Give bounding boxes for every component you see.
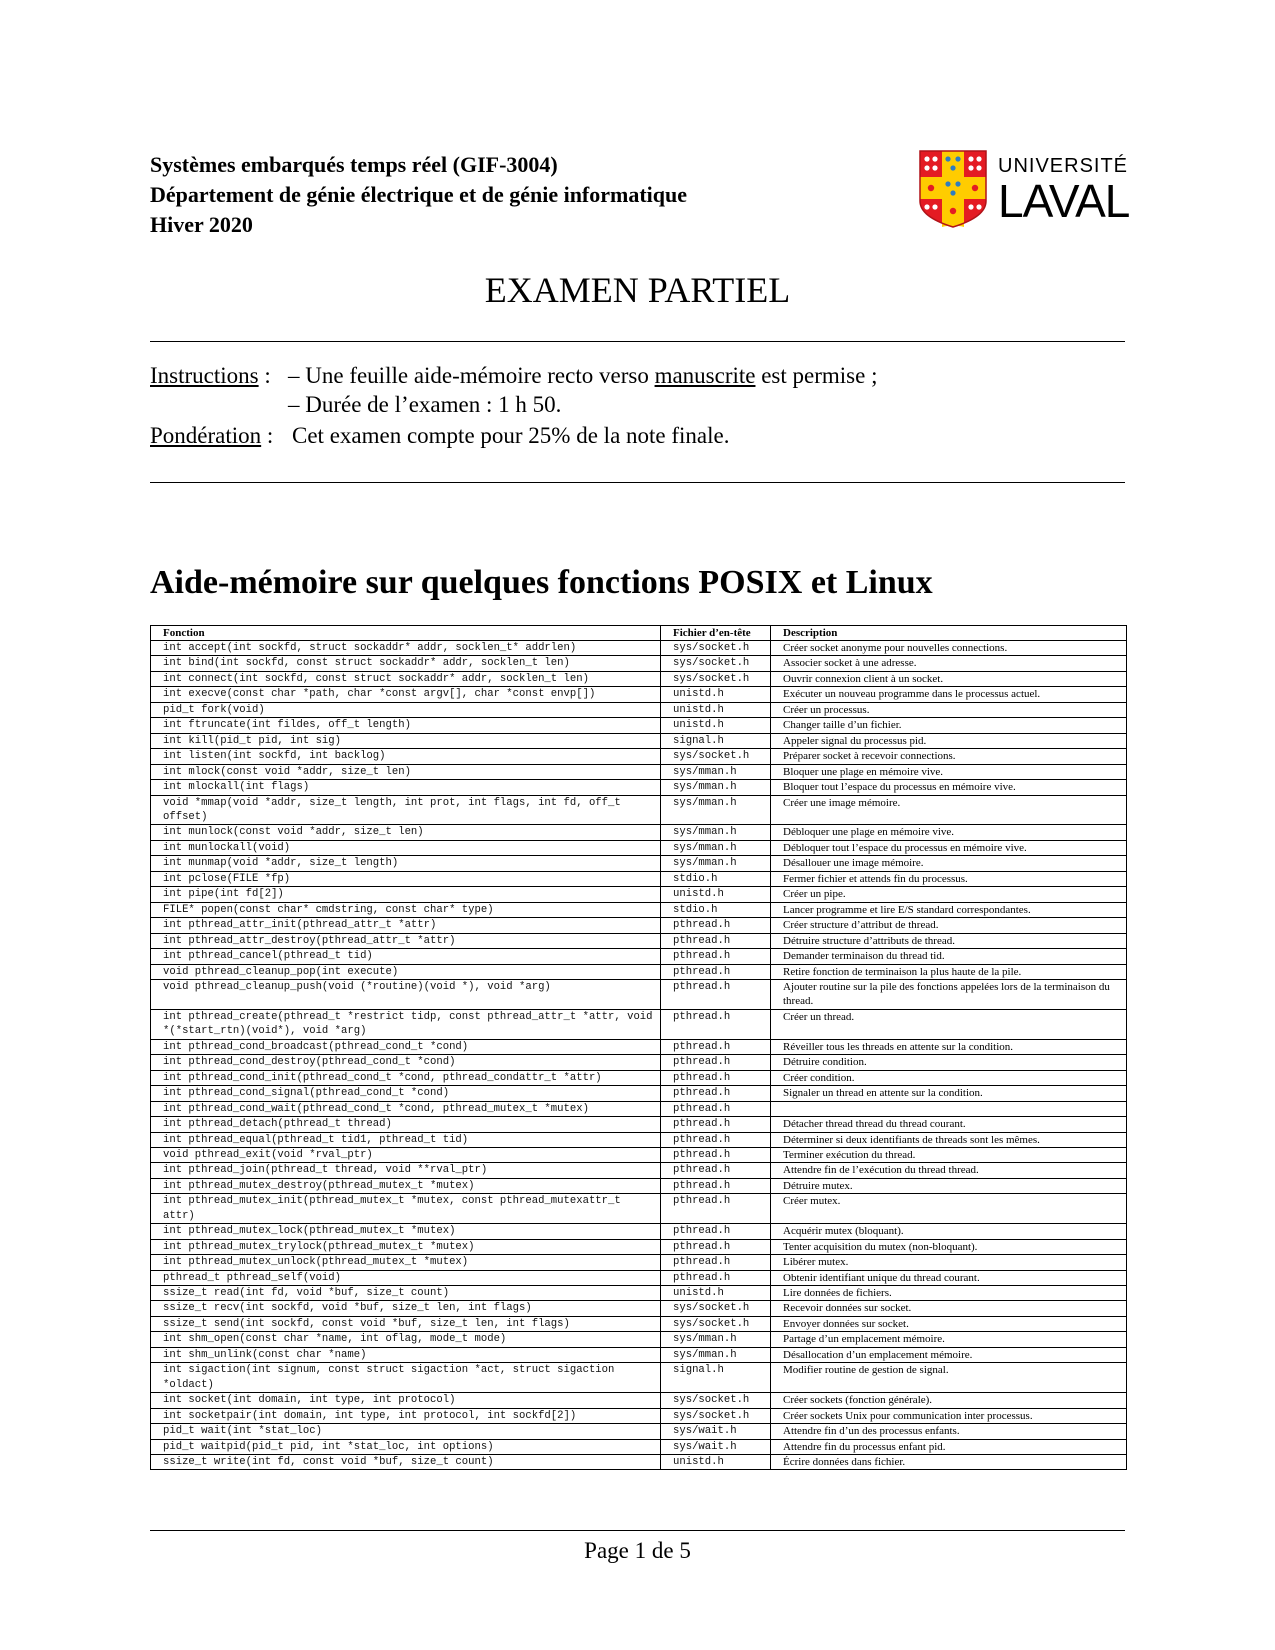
header-file: sys/socket.h (661, 1316, 771, 1331)
header-file: pthread.h (661, 1070, 771, 1085)
function-description: Détruire mutex. (771, 1178, 1127, 1193)
table-row (151, 764, 1127, 779)
term: Hiver 2020 (150, 212, 253, 237)
function-signature: FILE* popen(const char* cmdstring, const char* type) (151, 902, 661, 917)
function-signature: pid_t wait(int *stat_loc) (151, 1424, 661, 1439)
header-file: sys/mman.h (661, 1347, 771, 1362)
function-description: Ouvrir connexion client à un socket. (771, 671, 1127, 686)
instruction-item-1 (288, 361, 877, 391)
header-file: pthread.h (661, 1117, 771, 1132)
function-description: Attendre fin d’un des processus enfants. (771, 1424, 1127, 1439)
function-description: Attendre fin de l’exécution du thread thread. (771, 1163, 1127, 1178)
function-signature: int shm_unlink(const char *name) (151, 1347, 661, 1362)
table-row (151, 1393, 1127, 1408)
table-row (151, 795, 1127, 825)
table-row (151, 1117, 1127, 1132)
function-description: Créer un processus. (771, 702, 1127, 717)
table-row (151, 1239, 1127, 1254)
table-row (151, 979, 1127, 1009)
instructions-line-1 (150, 361, 271, 391)
function-signature: int accept(int sockfd, struct sockaddr* addr, socklen_t* addrlen) (151, 641, 661, 656)
table-row (151, 1101, 1127, 1116)
header-file: sys/socket.h (661, 671, 771, 686)
table-row (151, 1178, 1127, 1193)
function-signature: ssize_t read(int fd, void *buf, size_t count) (151, 1286, 661, 1301)
header-file: sys/wait.h (661, 1424, 771, 1439)
function-signature: int pthread_mutex_destroy(pthread_mutex_t *mutex) (151, 1178, 661, 1193)
bottom-divider (150, 482, 1125, 483)
exam-title: EXAMEN PARTIEL (484, 270, 791, 310)
instructions-colon: : (258, 363, 271, 388)
function-description: Exécuter un nouveau programme dans le processus actuel. (771, 687, 1127, 702)
weighting-line (150, 421, 273, 451)
table-row (151, 1286, 1127, 1301)
table-row (151, 1255, 1127, 1270)
header-file: pthread.h (661, 1147, 771, 1162)
function-description: Créer socket anonyme pour nouvelles connections. (771, 641, 1127, 656)
function-signature: int mlock(const void *addr, size_t len) (151, 764, 661, 779)
function-signature: int munlock(const void *addr, size_t len) (151, 825, 661, 840)
function-description: Modifier routine de gestion de signal. (771, 1363, 1127, 1393)
table-row (151, 933, 1127, 948)
table-row (151, 1301, 1127, 1316)
table-row (151, 1424, 1127, 1439)
table-row (151, 840, 1127, 855)
function-signature: void *mmap(void *addr, size_t length, int prot, int flags, int fd, off_t offset) (151, 795, 661, 825)
column-header-function: Fonction (151, 626, 661, 641)
table-row (151, 702, 1127, 717)
function-signature: int pthread_mutex_trylock(pthread_mutex_t *mutex) (151, 1239, 661, 1254)
header-file: sys/mman.h (661, 764, 771, 779)
function-signature: int pthread_cond_init(pthread_cond_t *cond, pthread_condattr_t *attr) (151, 1070, 661, 1085)
header-file: sys/socket.h (661, 749, 771, 764)
header-file: sys/mman.h (661, 856, 771, 871)
function-signature: int ftruncate(int fildes, off_t length) (151, 718, 661, 733)
table-row (151, 887, 1127, 902)
header-file: pthread.h (661, 949, 771, 964)
table-row (151, 1455, 1127, 1470)
table-row (151, 825, 1127, 840)
function-signature: int pthread_attr_init(pthread_attr_t *attr) (151, 918, 661, 933)
function-signature: int pthread_create(pthread_t *restrict tidp, const pthread_attr_t *attr, void *(*start_rtn)(void*), void *arg) (151, 1009, 661, 1039)
function-signature: int connect(int sockfd, const struct sockaddr* addr, socklen_t len) (151, 671, 661, 686)
footer-divider (150, 1530, 1125, 1531)
table-row (151, 1408, 1127, 1423)
header-file: sys/mman.h (661, 825, 771, 840)
header-file: pthread.h (661, 1039, 771, 1054)
function-signature: void pthread_cleanup_push(void (*routine)(void *), void *arg) (151, 979, 661, 1009)
function-signature: int pthread_mutex_unlock(pthread_mutex_t *mutex) (151, 1255, 661, 1270)
function-description: Appeler signal du processus pid. (771, 733, 1127, 748)
header-file: pthread.h (661, 964, 771, 979)
table-row (151, 1363, 1127, 1393)
function-description: Créer condition. (771, 1070, 1127, 1085)
function-description: Créer une image mémoire. (771, 795, 1127, 825)
function-description: Désallocation d’un emplacement mémoire. (771, 1347, 1127, 1362)
function-signature: ssize_t write(int fd, const void *buf, size_t count) (151, 1455, 661, 1470)
function-signature: int pthread_mutex_init(pthread_mutex_t *mutex, const pthread_mutexattr_t attr) (151, 1194, 661, 1224)
function-signature: int pthread_cond_signal(pthread_cond_t *cond) (151, 1086, 661, 1101)
function-description: Retire fonction de terminaison la plus haute de la pile. (771, 964, 1127, 979)
table-row (151, 749, 1127, 764)
table-row (151, 964, 1127, 979)
column-header-header-file: Fichier d’en-tête (661, 626, 771, 641)
header-file: sys/mman.h (661, 780, 771, 795)
function-description: Attendre fin du processus enfant pid. (771, 1439, 1127, 1454)
header-file: pthread.h (661, 1086, 771, 1101)
table-body (151, 641, 1127, 1470)
function-signature: int listen(int sockfd, int backlog) (151, 749, 661, 764)
function-description: Acquérir mutex (bloquant). (771, 1224, 1127, 1239)
function-signature: int pthread_attr_destroy(pthread_attr_t *attr) (151, 933, 661, 948)
function-signature: int pthread_join(pthread_t thread, void **rval_ptr) (151, 1163, 661, 1178)
table-row (151, 856, 1127, 871)
function-description: Créer sockets Unix pour communication inter processus. (771, 1408, 1127, 1423)
function-description: Créer structure d’attribut de thread. (771, 918, 1127, 933)
header-file: pthread.h (661, 979, 771, 1009)
instruction-1-underlined: manuscrite (654, 363, 756, 388)
table-row (151, 780, 1127, 795)
header-file: unistd.h (661, 887, 771, 902)
function-description: Créer sockets (fonction générale). (771, 1393, 1127, 1408)
header-file: sys/socket.h (661, 1393, 771, 1408)
function-description: Recevoir données sur socket. (771, 1301, 1127, 1316)
table-row (151, 656, 1127, 671)
table-row (151, 1147, 1127, 1162)
department-name: Département de génie électrique et de génie informatique (150, 182, 688, 207)
table-row (151, 871, 1127, 886)
function-description: Préparer socket à recevoir connections. (771, 749, 1127, 764)
function-description: Terminer exécution du thread. (771, 1147, 1127, 1162)
page-number: Page 1 de 5 (584, 1538, 691, 1563)
function-signature: int pthread_cond_destroy(pthread_cond_t *cond) (151, 1055, 661, 1070)
instruction-1-text-start: – Une feuille aide-mémoire recto verso (288, 363, 655, 388)
function-signature: int bind(int sockfd, const struct sockaddr* addr, socklen_t len) (151, 656, 661, 671)
header-file: pthread.h (661, 1239, 771, 1254)
header-file: unistd.h (661, 718, 771, 733)
function-description: Débloquer une plage en mémoire vive. (771, 825, 1127, 840)
function-signature: int kill(pid_t pid, int sig) (151, 733, 661, 748)
function-description: Lire données de fichiers. (771, 1286, 1127, 1301)
table-row (151, 1086, 1127, 1101)
function-description: Signaler un thread en attente sur la condition. (771, 1086, 1127, 1101)
function-signature: int pthread_cond_wait(pthread_cond_t *cond, pthread_mutex_t *mutex) (151, 1101, 661, 1116)
function-description: Tenter acquisition du mutex (non-bloquant). (771, 1239, 1127, 1254)
function-signature: int mlockall(int flags) (151, 780, 661, 795)
function-signature: pid_t fork(void) (151, 702, 661, 717)
course-header (150, 150, 790, 240)
function-description: Détruire condition. (771, 1055, 1127, 1070)
header-file: signal.h (661, 733, 771, 748)
function-signature: int pthread_cancel(pthread_t tid) (151, 949, 661, 964)
header-file: sys/socket.h (661, 1301, 771, 1316)
posix-reference-table (150, 625, 1127, 1470)
table-row (151, 671, 1127, 686)
universite-laval-logo (918, 149, 1128, 235)
instruction-1-text-end: est permise ; (755, 363, 878, 388)
table-row (151, 1132, 1127, 1147)
header-file: pthread.h (661, 1009, 771, 1039)
function-signature: int pthread_cond_broadcast(pthread_cond_t *cond) (151, 1039, 661, 1054)
function-signature: int pipe(int fd[2]) (151, 887, 661, 902)
function-signature: ssize_t recv(int sockfd, void *buf, size_t len, int flags) (151, 1301, 661, 1316)
logo-line-laval: LAVAL (998, 175, 1130, 227)
function-signature: int pthread_equal(pthread_t tid1, pthread_t tid) (151, 1132, 661, 1147)
header-file: unistd.h (661, 687, 771, 702)
header-file: sys/wait.h (661, 1439, 771, 1454)
table-row (151, 1270, 1127, 1285)
function-description: Créer un pipe. (771, 887, 1127, 902)
function-description: Débloquer tout l’espace du processus en mémoire vive. (771, 840, 1127, 855)
table-row (151, 733, 1127, 748)
table-row (151, 641, 1127, 656)
header-file: sys/socket.h (661, 656, 771, 671)
course-name: Systèmes embarqués temps réel (GIF-3004) (150, 152, 558, 177)
function-signature: int socketpair(int domain, int type, int protocol, int sockfd[2]) (151, 1408, 661, 1423)
function-signature: int munmap(void *addr, size_t length) (151, 856, 661, 871)
function-signature: void pthread_exit(void *rval_ptr) (151, 1147, 661, 1162)
table-row (151, 1332, 1127, 1347)
header-file: pthread.h (661, 1178, 771, 1193)
header-file: pthread.h (661, 1270, 771, 1285)
logo-line-universite: UNIVERSITÉ (998, 155, 1129, 177)
table-row (151, 718, 1127, 733)
section-title: Aide-mémoire sur quelques fonctions POSIX et Linux (150, 564, 933, 601)
table-row (151, 1055, 1127, 1070)
function-signature: int socket(int domain, int type, int protocol) (151, 1393, 661, 1408)
function-description: Créer un thread. (771, 1009, 1127, 1039)
header-file: sys/mman.h (661, 795, 771, 825)
header-file: unistd.h (661, 1286, 771, 1301)
function-signature: int sigaction(int signum, const struct sigaction *act, struct sigaction *oldact) (151, 1363, 661, 1393)
function-description: Obtenir identifiant unique du thread courant. (771, 1270, 1127, 1285)
top-divider (150, 341, 1125, 342)
weighting-colon: : (261, 423, 274, 448)
function-description: Bloquer une plage en mémoire vive. (771, 764, 1127, 779)
table-header-row (151, 626, 1127, 641)
table-row (151, 1439, 1127, 1454)
table-row (151, 1194, 1127, 1224)
function-signature: int pthread_detach(pthread_t thread) (151, 1117, 661, 1132)
function-description: Désallouer une image mémoire. (771, 856, 1127, 871)
table-row (151, 1009, 1127, 1039)
table-row (151, 687, 1127, 702)
function-signature: pid_t waitpid(pid_t pid, int *stat_loc, int options) (151, 1439, 661, 1454)
function-description: Envoyer données sur socket. (771, 1316, 1127, 1331)
weighting-label: Pondération (150, 423, 262, 448)
weighting-text: Cet examen compte pour 25% de la note finale. (292, 423, 730, 448)
header-file: stdio.h (661, 871, 771, 886)
function-description (771, 1101, 1127, 1116)
table-row (151, 1224, 1127, 1239)
function-signature: int shm_open(const char *name, int oflag, mode_t mode) (151, 1332, 661, 1347)
function-signature: int pclose(FILE *fp) (151, 871, 661, 886)
function-signature: ssize_t send(int sockfd, const void *buf, size_t len, int flags) (151, 1316, 661, 1331)
header-file: stdio.h (661, 902, 771, 917)
instruction-item-2: – Durée de l’examen : 1 h 50. (288, 392, 562, 417)
laval-crest-icon (918, 149, 988, 229)
table-row (151, 918, 1127, 933)
function-description: Détacher thread thread du thread courant. (771, 1117, 1127, 1132)
header-file: pthread.h (661, 1132, 771, 1147)
function-description: Ajouter routine sur la pile des fonctions appelées lors de la terminaison du thread. (771, 979, 1127, 1009)
logo-wordmark (998, 155, 1129, 225)
function-description: Détruire structure d’attributs de thread. (771, 933, 1127, 948)
function-description: Écrire données dans fichier. (771, 1455, 1127, 1470)
header-file: pthread.h (661, 1224, 771, 1239)
function-description: Lancer programme et lire E/S standard correspondantes. (771, 902, 1127, 917)
function-description: Partage d’un emplacement mémoire. (771, 1332, 1127, 1347)
table-row (151, 1316, 1127, 1331)
header-file: pthread.h (661, 1194, 771, 1224)
header-file: unistd.h (661, 1455, 771, 1470)
function-description: Réveiller tous les threads en attente sur la condition. (771, 1039, 1127, 1054)
table-row (151, 1163, 1127, 1178)
header-file: signal.h (661, 1363, 771, 1393)
header-file: pthread.h (661, 933, 771, 948)
function-signature: int munlockall(void) (151, 840, 661, 855)
function-signature: pthread_t pthread_self(void) (151, 1270, 661, 1285)
header-file: sys/mman.h (661, 1332, 771, 1347)
function-description: Associer socket à une adresse. (771, 656, 1127, 671)
function-description: Bloquer tout l’espace du processus en mémoire vive. (771, 780, 1127, 795)
table-row (151, 1039, 1127, 1054)
table-row (151, 949, 1127, 964)
header-file: sys/socket.h (661, 1408, 771, 1423)
function-description: Créer mutex. (771, 1194, 1127, 1224)
header-file: sys/socket.h (661, 641, 771, 656)
table-row (151, 902, 1127, 917)
function-description: Fermer fichier et attends fin du processus. (771, 871, 1127, 886)
function-description: Déterminer si deux identifiants de threads sont les mêmes. (771, 1132, 1127, 1147)
header-file: pthread.h (661, 1101, 771, 1116)
function-signature: int execve(const char *path, char *const argv[], char *const envp[]) (151, 687, 661, 702)
function-signature: int pthread_mutex_lock(pthread_mutex_t *mutex) (151, 1224, 661, 1239)
header-file: pthread.h (661, 918, 771, 933)
function-signature: void pthread_cleanup_pop(int execute) (151, 964, 661, 979)
column-header-description: Description (771, 626, 1127, 641)
header-file: pthread.h (661, 1163, 771, 1178)
header-file: pthread.h (661, 1255, 771, 1270)
instructions-label: Instructions (150, 363, 259, 388)
header-file: sys/mman.h (661, 840, 771, 855)
header-file: pthread.h (661, 1055, 771, 1070)
function-description: Libérer mutex. (771, 1255, 1127, 1270)
header-file: unistd.h (661, 702, 771, 717)
table-row (151, 1070, 1127, 1085)
table-row (151, 1347, 1127, 1362)
function-description: Demander terminaison du thread tid. (771, 949, 1127, 964)
function-description: Changer taille d’un fichier. (771, 718, 1127, 733)
